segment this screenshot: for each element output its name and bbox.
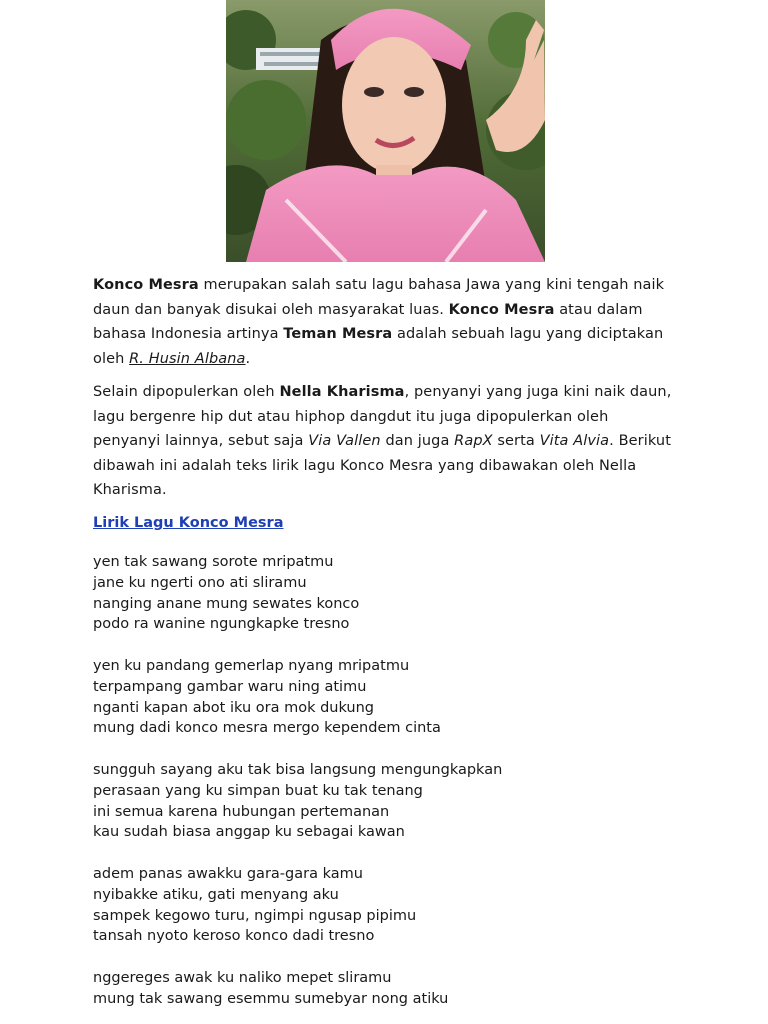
lyrics-line: kau sudah biasa anggap ku sebagai kawan — [93, 824, 405, 841]
intro-paragraph: Konco Mesra merupakan salah satu lagu bahasa Jawa yang kini tengah naik daun dan banyak disukai oleh masyarakat luas. Konco Mesra atau dalam bahasa Indonesia artinya Teman Mesra adalah sebuah lagu yang diciptakan oleh R. Husin Albana. — [93, 277, 665, 367]
title-konco-mesra: Konco Mesra — [93, 277, 199, 293]
lyrics-line: terpampang gambar waru ning atimu — [93, 678, 367, 695]
lyrics-line: ini semua karena hubungan pertemanan — [93, 803, 390, 820]
singer-photo — [226, 0, 545, 262]
singers-paragraph: Selain dipopulerkan oleh Nella Kharisma, penyanyi yang juga kini naik daun, lagu bergenre hip dut atau hiphop dangdut itu juga dipopulerkan oleh penyanyi lainnya, sebut saja Via Vallen dan juga RapX serta Vita Alvia. Berikut dibawah ini adalah teks lirik lagu Konco Mesra yang dibawakan oleh Nella Kharisma. — [93, 384, 672, 498]
lyrics-stanza — [93, 552, 653, 635]
lyrics-line: sampek kegowo turu, ngimpi ngusap pipimu — [93, 907, 417, 924]
lyrics-line: sungguh sayang aku tak bisa langsung mengungkapkan — [93, 761, 503, 778]
lyrics-stanza — [93, 968, 653, 1010]
lyrics-line: nyibakke atiku, gati menyang aku — [93, 886, 339, 903]
author-link[interactable]: R. Husin Albana — [129, 350, 246, 367]
lyrics-stanza — [93, 760, 653, 843]
lyrics-line: mung tak sawang esemmu sumebyar nong atiku — [93, 990, 449, 1007]
singer-name: Nella Kharisma — [279, 384, 405, 400]
lyrics-line: yen ku pandang gemerlap nyang mripatmu — [93, 657, 410, 674]
lyrics-stanza — [93, 656, 653, 739]
lyrics-line: podo ra wanine ngungkapke tresno — [93, 616, 350, 633]
lyrics-line: yen tak sawang sorote mripatmu — [93, 554, 334, 570]
lyrics-block — [93, 552, 653, 1024]
lyrics-line: jane ku ngerti ono ati sliramu — [93, 574, 307, 591]
lyrics-line: nggereges awak ku naliko mepet sliramu — [93, 969, 392, 986]
lyrics-line: tansah nyoto keroso konco dadi tresno — [93, 928, 375, 945]
lyrics-line: perasaan yang ku simpan buat ku tak tenang — [93, 782, 423, 799]
lyrics-heading-link[interactable]: Lirik Lagu Konco Mesra — [93, 515, 284, 531]
lyrics-line: nganti kapan abot iku ora mok dukung — [93, 699, 375, 716]
lyrics-line: mung dadi konco mesra mergo kependem cinta — [93, 720, 441, 737]
lyrics-line: adem panas awakku gara-gara kamu — [93, 865, 363, 882]
lyrics-stanza — [93, 864, 653, 947]
lyrics-line: nanging anane mung sewates konco — [93, 595, 360, 612]
